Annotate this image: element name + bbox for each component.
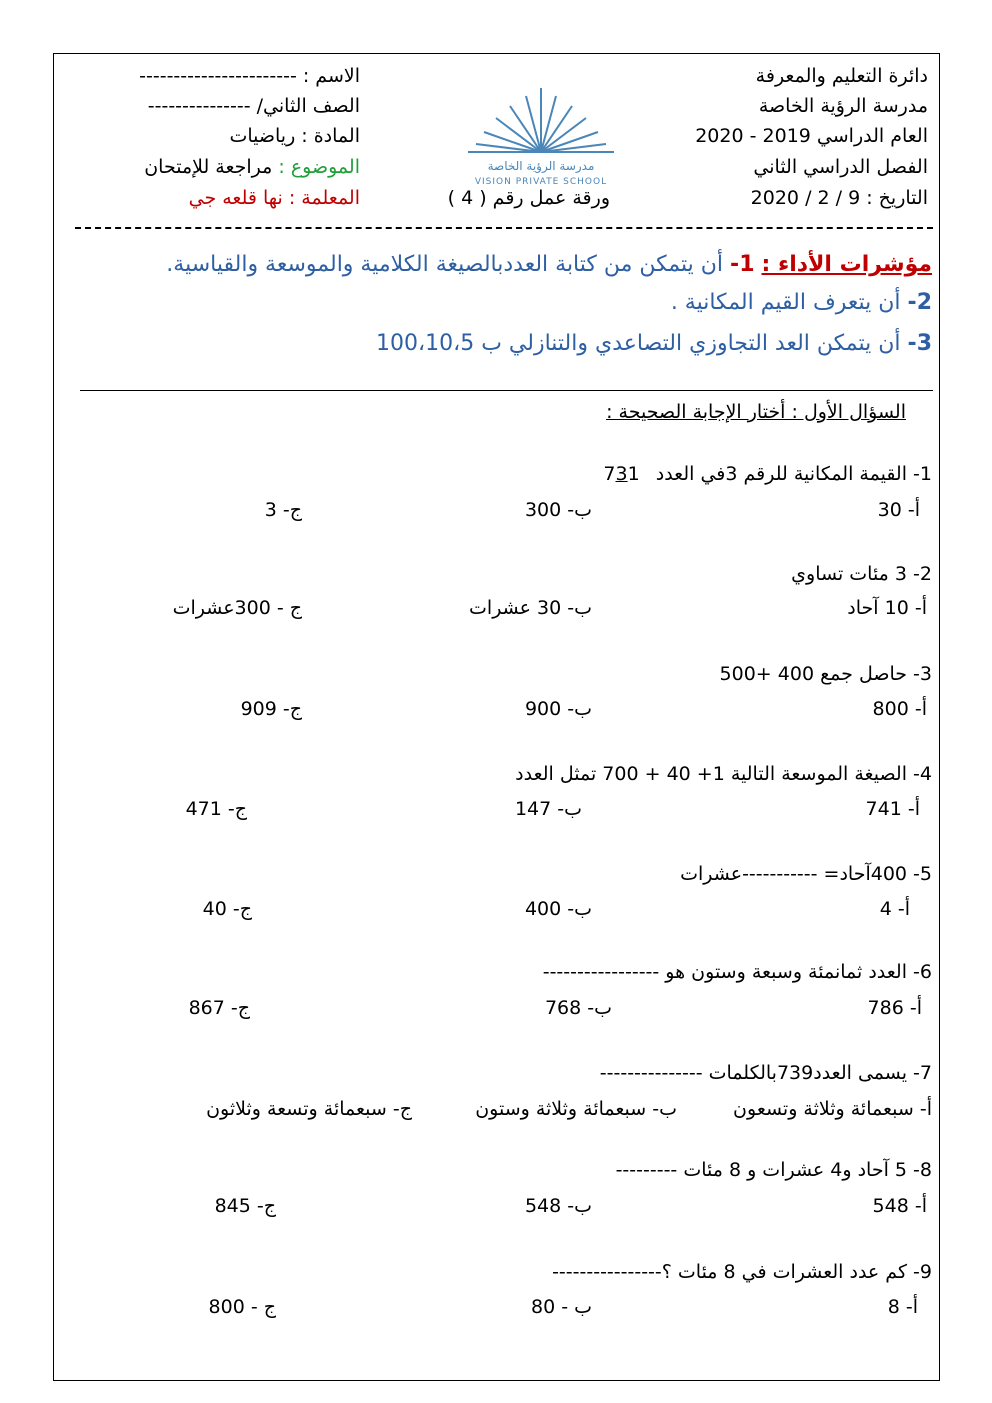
question-2-option-a[interactable]: أ- 10 آحاد xyxy=(847,597,927,619)
indicator-3 xyxy=(376,329,932,359)
question-5-option-b[interactable]: ب- 400 xyxy=(524,898,592,920)
question-9-text: 9- كم عدد العشرات في 8 مئات ؟---------------- xyxy=(552,1261,932,1283)
question-7-option-c[interactable]: ج- سبعمائة وتسعة وثلاثون xyxy=(206,1098,412,1120)
grade-field: الصف الثاني/ --------------- xyxy=(147,95,360,117)
academic-year: العام الدراسي 2019 - 2020 xyxy=(695,125,928,147)
question-5-option-a[interactable]: أ- 4 xyxy=(879,898,910,920)
question-7-option-a[interactable]: أ- سبعمائة وثلاثة وتسعون xyxy=(733,1098,932,1120)
indicator-2 xyxy=(671,288,932,318)
question-2-text: 2- 3 مئات تساوي xyxy=(791,563,932,585)
question-7-text: 7- يسمى العدد739بالكلمات --------------- xyxy=(599,1062,932,1084)
question-2-option-c[interactable]: ج - 300عشرات xyxy=(172,597,302,619)
question-6-option-b[interactable]: ب- 768 xyxy=(544,997,612,1019)
indicator-1 xyxy=(166,250,932,280)
question-1-option-b[interactable]: ب- 300 xyxy=(524,499,592,521)
topic xyxy=(144,155,360,179)
question-1 xyxy=(603,462,932,486)
question-5-option-c[interactable]: ج- 40 xyxy=(202,898,252,920)
indicator-1-number: 1- xyxy=(730,252,755,277)
question-4-option-a[interactable]: أ- 741 xyxy=(865,798,920,820)
question-3-option-a[interactable]: أ- 800 xyxy=(872,698,927,720)
indicators-label: مؤشرات الأداء : xyxy=(761,252,932,277)
section-instruction: أختار الإجابة الصحيحة : xyxy=(606,401,792,423)
department: دائرة التعليم والمعرفة xyxy=(755,65,928,87)
question-4-text: 4- الصيغة الموسعة التالية 1+ 40 + 700 تمثل العدد xyxy=(515,763,932,785)
logo-english-text: VISION PRIVATE SCHOOL xyxy=(474,177,608,187)
question-8-text: 8- 5 آحاد و4 عشرات و 8 مئات --------- xyxy=(615,1159,932,1181)
student-name-field: الاسم : ----------------------- xyxy=(139,65,360,87)
question-1-option-a[interactable]: أ- 30 xyxy=(877,499,920,521)
question-7-option-b[interactable]: ب- سبعمائة وثلاثة وستون xyxy=(475,1098,677,1120)
indicator-2-text: أن يتعرف القيم المكانية . xyxy=(670,290,901,315)
question-1-text: 1- القيمة المكانية للرقم 3في العدد xyxy=(655,463,932,485)
question-6-option-a[interactable]: أ- 786 xyxy=(867,997,922,1019)
indicator-2-number: 2- xyxy=(907,290,932,315)
question-8-option-a[interactable]: أ- 548 xyxy=(872,1195,927,1217)
question-5-text: 5- 400آحاد= -----------عشرات xyxy=(680,863,932,885)
section-divider xyxy=(80,390,933,391)
indicator-3-text: أن يتمكن العد التجاوزي التصاعدي والتنازلي ب 100،10،5 xyxy=(376,331,901,356)
question-9-option-a[interactable]: أ- 8 xyxy=(887,1296,918,1318)
question-3-option-b[interactable]: ب- 900 xyxy=(524,698,592,720)
school-name: مدرسة الرؤية الخاصة xyxy=(758,95,928,117)
question-9-option-c[interactable]: ج - 800 xyxy=(208,1296,276,1318)
date: التاريخ : 9 / 2 / 2020 xyxy=(750,187,928,209)
indicator-1-text: أن يتمكن من كتابة العددبالصيغة الكلامية والموسعة والقياسية. xyxy=(166,252,724,277)
question-2-option-b[interactable]: ب- 30 عشرات xyxy=(469,597,592,619)
logo-arabic-text: مدرسة الرؤية الخاصة xyxy=(487,159,595,173)
question-4-option-c[interactable]: ج- 471 xyxy=(185,798,247,820)
question-6-option-c[interactable]: ج- 867 xyxy=(188,997,250,1019)
semester: الفصل الدراسي الثاني xyxy=(753,156,928,178)
topic-value: مراجعة للإمتحان xyxy=(144,156,273,178)
topic-label: الموضوع : xyxy=(278,156,360,178)
question-1-option-c[interactable]: ج- 3 xyxy=(264,499,302,521)
question-3-text: 3- حاصل جمع 400 +500 xyxy=(719,663,932,685)
question-9-option-b[interactable]: ب - 80 xyxy=(530,1296,592,1318)
question-4-option-b[interactable]: ب- 147 xyxy=(514,798,582,820)
sunburst-logo-icon xyxy=(438,86,644,190)
question-6-text: 6- العدد ثمانمئة وسبعة وستون هو ----------------- xyxy=(542,961,932,983)
indicator-3-number: 3- xyxy=(907,331,932,356)
school-logo xyxy=(438,86,644,190)
worksheet-number: ورقة عمل رقم ( 4 ) xyxy=(447,187,610,209)
section-title: السؤال الأول : xyxy=(791,401,906,423)
question-1-number: 731 xyxy=(603,463,640,485)
question-8-option-b[interactable]: ب- 548 xyxy=(524,1195,592,1217)
section-heading xyxy=(606,400,906,424)
question-8-option-c[interactable]: ج- 845 xyxy=(214,1195,276,1217)
question-3-option-c[interactable]: ج- 909 xyxy=(240,698,302,720)
teacher-name: المعلمة : نها قلعه جي xyxy=(188,187,360,209)
subject: المادة : رياضيات xyxy=(229,125,360,147)
header-divider xyxy=(75,227,933,229)
